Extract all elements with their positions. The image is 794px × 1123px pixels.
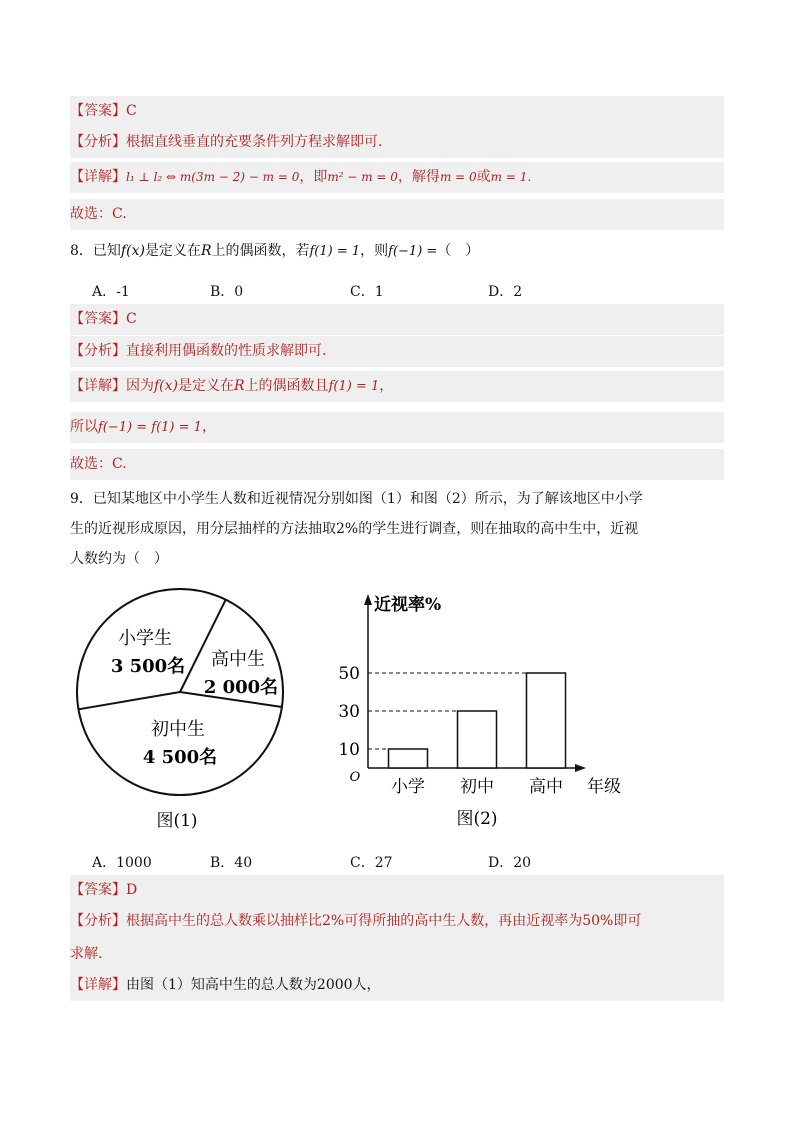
detail-tag: 【详解】: [70, 169, 126, 185]
option-c: C．1: [350, 284, 384, 300]
detail-math: f(x): [154, 378, 179, 394]
y-tick-label: 30: [338, 702, 360, 722]
answer-tag: 【答案】: [70, 103, 126, 119]
answer-row: [70, 96, 724, 127]
option-d: D．20: [488, 855, 532, 871]
analysis-tag: 【分析】: [70, 913, 126, 929]
conclusion-text: 故选：C.: [70, 456, 127, 472]
option-d: D．2: [488, 284, 523, 300]
analysis-row: [70, 336, 724, 367]
bar: [527, 673, 566, 768]
answer-value: D: [126, 882, 138, 898]
conclusion-row: [70, 199, 724, 230]
answer-value: C: [126, 103, 137, 119]
stem-math: R: [200, 243, 212, 259]
so-row: [70, 412, 724, 443]
detail-math: f(1) = 1: [328, 379, 380, 394]
x-axis-label: 年级: [587, 777, 621, 797]
x-tick-label: 初中: [460, 777, 494, 797]
answer-tag: 【答案】: [70, 311, 126, 327]
analysis-text: 根据直线垂直的充要条件列方程求解即可.: [126, 134, 383, 150]
detail-text: ，: [379, 378, 394, 394]
detail-text: 上的偶函数且: [244, 378, 329, 394]
y-axis-arrow: [364, 594, 372, 605]
stem-math: f(−1) =: [388, 244, 438, 259]
question-9-line3: 人数约为（ ）: [70, 551, 168, 567]
bar-chart: [338, 594, 621, 829]
answer-value: C: [126, 311, 137, 327]
detail-math: l₁ ⊥ l₂ ⇔ m(3m − 2) − m = 0: [126, 170, 300, 184]
x-axis-arrow: [575, 764, 586, 772]
analysis-tag: 【分析】: [70, 343, 126, 359]
stem-text: 是定义在: [144, 243, 201, 259]
slice-label-middle: 初中生: [151, 719, 205, 740]
detail-row: [70, 970, 724, 1001]
slice-count-primary: 3 500名: [110, 656, 186, 677]
analysis-row: [70, 127, 724, 158]
slice-label-high: 高中生: [211, 649, 265, 670]
so-math: f(−1) = f(1) = 1: [98, 420, 202, 435]
so-text: 所以: [70, 419, 98, 435]
question-8-stem: [70, 236, 724, 267]
slice-count-middle: 4 500名: [142, 747, 218, 768]
detail-math: m² − m = 0: [327, 170, 398, 184]
analysis-row: [70, 906, 724, 970]
detail-row: [70, 371, 724, 402]
detail-text: 因为: [126, 378, 154, 394]
y-axis-label: 近视率%: [374, 595, 442, 615]
detail-row: [70, 162, 724, 193]
answer-tag: 【答案】: [70, 882, 126, 898]
x-tick-label: 小学: [391, 777, 425, 797]
question-9-line1: 9．已知某地区中小学生人数和近视情况分别如图（1）和图（2）所示，为了解该地区中小学: [70, 491, 643, 507]
detail-tag: 【详解】: [70, 977, 126, 993]
stem-math: f(x): [120, 243, 145, 259]
conclusion-row: [70, 449, 724, 480]
detail-text: 或: [476, 169, 491, 185]
option-a: A．-1: [92, 284, 130, 300]
option-b: B．0: [210, 284, 244, 300]
detail-text: 是定义在: [178, 378, 235, 394]
y-tick-label: 10: [338, 740, 360, 760]
figures: [0, 580, 794, 850]
stem-math: f(1) = 1: [309, 244, 361, 259]
answer-row: [70, 875, 724, 906]
pie-chart: [77, 589, 283, 831]
stem-text: （ ）: [437, 243, 480, 259]
y-tick-label: 50: [338, 664, 360, 684]
slice-count-high: 2 000名: [203, 677, 279, 698]
detail-math: R: [234, 378, 245, 394]
stem-text: 上的偶函数，若: [211, 243, 310, 259]
analysis-text: 根据高中生的总人数乘以抽样比2%可得所抽的高中生人数，再由近视率为50%即可: [126, 913, 642, 929]
detail-text: 由图（1）知高中生的总人数为2000人，: [126, 977, 381, 993]
stem-text: 8．已知: [70, 243, 121, 259]
so-text: ，: [201, 419, 216, 435]
detail-math: m = 1.: [490, 170, 532, 184]
x-tick-label: 高中: [529, 777, 563, 797]
bar: [389, 749, 428, 768]
option-c: C．27: [350, 855, 393, 871]
analysis-text: 直接利用偶函数的性质求解即可.: [126, 343, 327, 359]
option-a: A．1000: [92, 855, 152, 871]
slice-label-primary: 小学生: [118, 628, 172, 649]
conclusion-text: 故选：C.: [70, 206, 127, 222]
analysis-text: 求解.: [70, 946, 103, 962]
detail-text: ，即: [299, 169, 328, 185]
figure2-caption: 图(2): [456, 809, 498, 829]
answer-row: [70, 304, 724, 335]
detail-tag: 【详解】: [70, 378, 126, 394]
bar: [458, 711, 497, 768]
detail-text: ，解得: [397, 169, 440, 185]
detail-math: m = 0: [439, 170, 477, 184]
origin-label: O: [349, 770, 361, 785]
figure1-caption: 图(1): [156, 811, 198, 831]
analysis-tag: 【分析】: [70, 134, 126, 150]
stem-text: ，则: [360, 243, 389, 259]
question-9-line2: 生的近视形成原因，用分层抽样的方法抽取2%的学生进行调查，则在抽取的高中生中，近视: [70, 521, 639, 537]
option-b: B．40: [210, 855, 253, 871]
